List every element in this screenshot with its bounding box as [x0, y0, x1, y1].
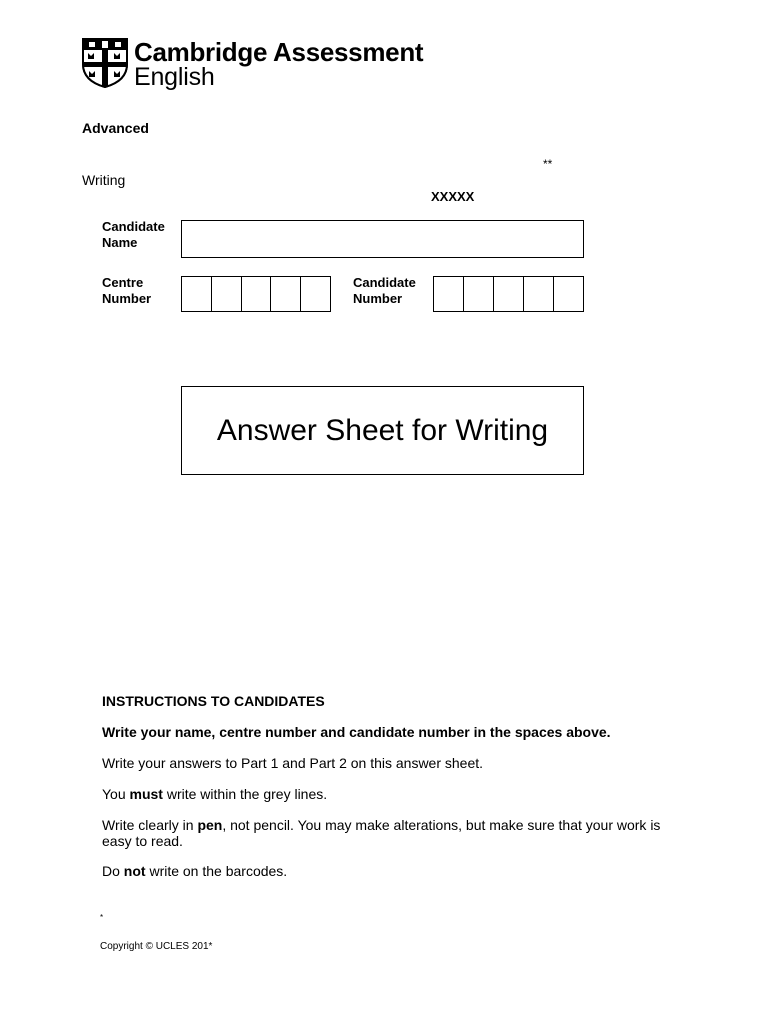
centre-number-label-line2: Number — [102, 291, 152, 306]
centre-number-label — [102, 275, 151, 307]
candidate-number-label-line2: Number — [353, 291, 403, 306]
candidate-number-label — [353, 275, 416, 307]
instructions-line-5-emphasis: not — [123, 863, 146, 879]
cambridge-shield-icon — [82, 38, 128, 88]
answer-sheet-title: Answer Sheet for Writing — [181, 386, 584, 475]
candidate-name-field[interactable] — [181, 220, 584, 258]
exam-code: XXXXX — [431, 189, 475, 204]
instructions-line-4-text: Write clearly in — [102, 817, 198, 833]
centre-number-label-line1: Centre — [102, 275, 144, 290]
candidate-name-label — [102, 219, 165, 251]
centre-number-digit[interactable] — [242, 277, 272, 311]
candidate-number-digit[interactable] — [434, 277, 464, 311]
candidate-name-label-line1: Candidate — [102, 219, 165, 234]
instructions-line-3-emphasis: must — [129, 786, 163, 802]
centre-number-digit[interactable] — [212, 277, 242, 311]
candidate-name-label-line2: Name — [102, 235, 138, 250]
copyright-text: Copyright © UCLES 201* — [100, 941, 213, 952]
candidate-number-field[interactable] — [433, 276, 584, 312]
instructions-line-5-text: write on the barcodes. — [145, 863, 288, 879]
exam-level: Advanced — [82, 120, 149, 136]
candidate-number-digit[interactable] — [494, 277, 524, 311]
footer-mark: * — [100, 913, 104, 922]
instructions-heading: INSTRUCTIONS TO CANDIDATES — [102, 693, 325, 709]
instructions-line-3 — [102, 786, 692, 802]
instructions-line-2: Write your answers to Part 1 and Part 2 on this answer sheet. — [102, 755, 484, 771]
instructions-line-3-text: write within the grey lines. — [162, 786, 328, 802]
exam-stars: ** — [543, 157, 553, 171]
cambridge-logo — [82, 37, 424, 93]
brand-name-line2: English — [134, 63, 215, 91]
centre-number-digit[interactable] — [301, 277, 330, 311]
candidate-number-label-line1: Candidate — [353, 275, 416, 290]
brand-name-line1: Cambridge Assessment — [134, 37, 424, 67]
instructions-line-1: Write your name, centre number and candidate number in the spaces above. — [102, 724, 611, 740]
instructions-line-5-text: Do — [102, 863, 124, 879]
centre-number-field[interactable] — [181, 276, 331, 312]
instructions-line-4-emphasis: pen — [197, 817, 223, 833]
instructions-line-3-text: You — [102, 786, 130, 802]
centre-number-digit[interactable] — [182, 277, 212, 311]
instructions-line-4 — [102, 817, 667, 849]
candidate-number-digit[interactable] — [554, 277, 583, 311]
centre-number-digit[interactable] — [271, 277, 301, 311]
exam-paper: Writing — [82, 172, 126, 188]
candidate-number-digit[interactable] — [524, 277, 554, 311]
instructions-line-4-text: , not pencil. You may make alterations, but make sure that your work is easy to read. — [102, 817, 661, 849]
candidate-number-digit[interactable] — [464, 277, 494, 311]
instructions-line-5 — [102, 863, 692, 879]
